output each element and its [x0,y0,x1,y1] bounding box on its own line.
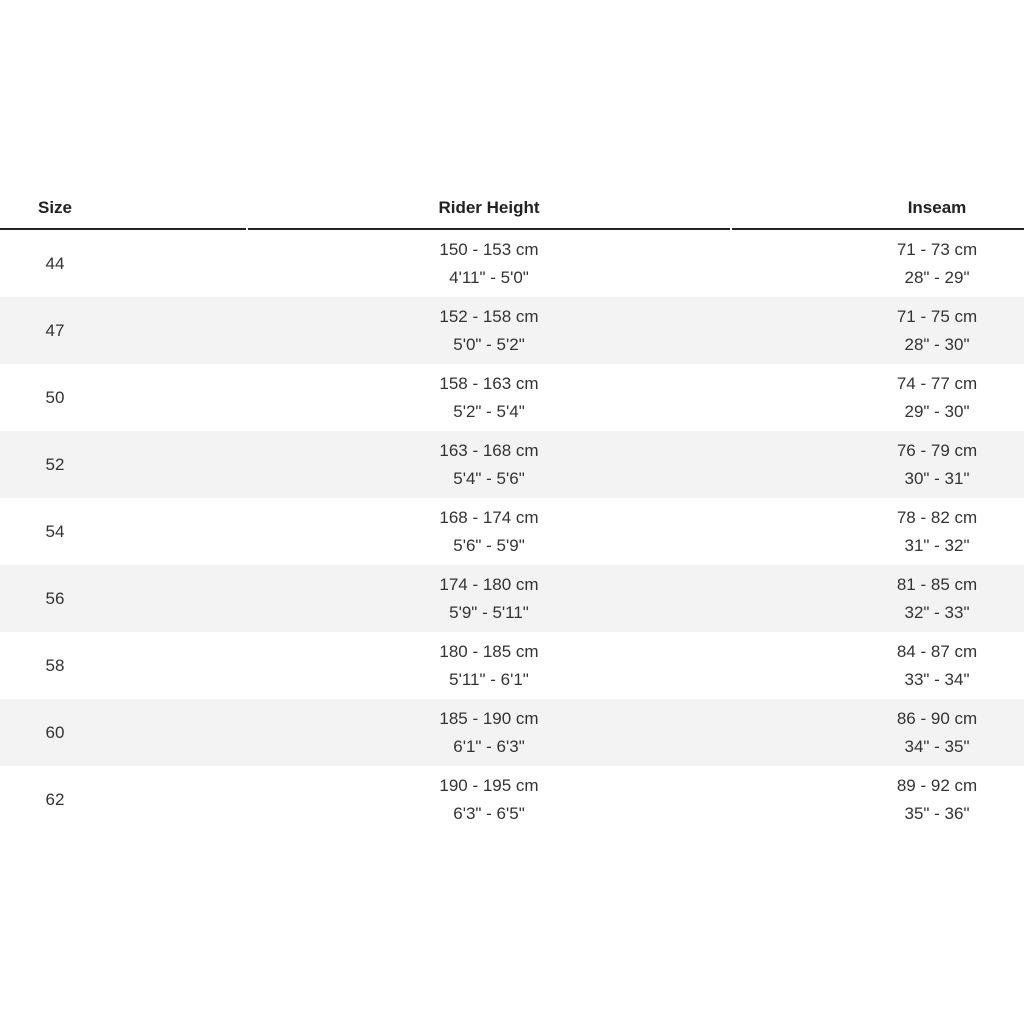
table-body [0,230,1024,833]
table-row [0,632,1024,699]
inseam-cm: 71 - 75 cm [896,307,978,326]
rider-height-cell [248,632,730,699]
inseam-cell [850,364,1024,431]
inseam-cell [850,766,1024,833]
inseam-cm: 71 - 73 cm [896,240,978,259]
inseam-cell [850,632,1024,699]
size-cell: 47 [45,321,65,340]
size-cell: 56 [45,589,65,608]
size-cell: 60 [45,723,65,742]
size-chart-table [0,188,1024,823]
header-size: Size [37,198,73,217]
height-ft: 4'11" - 5'0" [449,268,529,287]
table-row [0,766,1024,833]
rider-height-cell [248,699,730,766]
height-ft: 5'0" - 5'2" [453,335,525,354]
inseam-cell [850,431,1024,498]
height-cm: 190 - 195 cm [439,776,539,795]
height-cm: 174 - 180 cm [439,575,539,594]
inseam-cell [850,498,1024,565]
rider-height-cell [248,431,730,498]
height-ft: 5'2" - 5'4" [453,402,525,421]
table-header [0,188,1024,228]
height-cm: 163 - 168 cm [439,441,539,460]
rider-height-cell [248,498,730,565]
rider-height-cell [248,364,730,431]
height-cm: 180 - 185 cm [439,642,539,661]
height-cm: 185 - 190 cm [439,709,539,728]
inseam-cm: 86 - 90 cm [896,709,978,728]
table-row [0,230,1024,297]
header-rider-height: Rider Height [438,198,540,217]
height-ft: 5'9" - 5'11" [449,603,529,622]
table-row [0,297,1024,364]
inseam-in: 30" - 31" [904,469,970,488]
height-ft: 5'6" - 5'9" [453,536,525,555]
inseam-cell [850,565,1024,632]
header-inseam: Inseam [907,198,967,217]
height-ft: 6'3" - 6'5" [453,804,525,823]
height-cm: 168 - 174 cm [439,508,539,527]
inseam-in: 32" - 33" [904,603,970,622]
inseam-in: 35" - 36" [904,804,970,823]
rider-height-cell [248,297,730,364]
inseam-cm: 89 - 92 cm [896,776,978,795]
height-ft: 6'1" - 6'3" [453,737,525,756]
inseam-in: 34" - 35" [904,737,970,756]
height-ft: 5'4" - 5'6" [453,469,525,488]
rider-height-cell [248,766,730,833]
inseam-cm: 84 - 87 cm [896,642,978,661]
inseam-cell [850,699,1024,766]
rider-height-cell [248,230,730,297]
inseam-cm: 78 - 82 cm [896,508,978,527]
inseam-cell [850,297,1024,364]
height-cm: 158 - 163 cm [439,374,539,393]
table-row [0,565,1024,632]
table-row [0,431,1024,498]
inseam-cm: 81 - 85 cm [896,575,978,594]
table-row [0,364,1024,431]
size-cell: 52 [45,455,65,474]
table-row [0,699,1024,766]
inseam-in: 28" - 29" [904,268,970,287]
height-cm: 152 - 158 cm [439,307,539,326]
size-cell: 50 [45,388,65,407]
size-cell: 44 [45,254,65,273]
rider-height-cell [248,565,730,632]
height-cm: 150 - 153 cm [439,240,539,259]
inseam-in: 28" - 30" [904,335,970,354]
inseam-in: 29" - 30" [904,402,970,421]
size-cell: 58 [45,656,65,675]
inseam-cell [850,230,1024,297]
inseam-in: 31" - 32" [904,536,970,555]
size-cell: 62 [45,790,65,809]
table-row [0,498,1024,565]
inseam-in: 33" - 34" [904,670,970,689]
inseam-cm: 74 - 77 cm [896,374,978,393]
height-ft: 5'11" - 6'1" [449,670,529,689]
inseam-cm: 76 - 79 cm [896,441,978,460]
size-cell: 54 [45,522,65,541]
